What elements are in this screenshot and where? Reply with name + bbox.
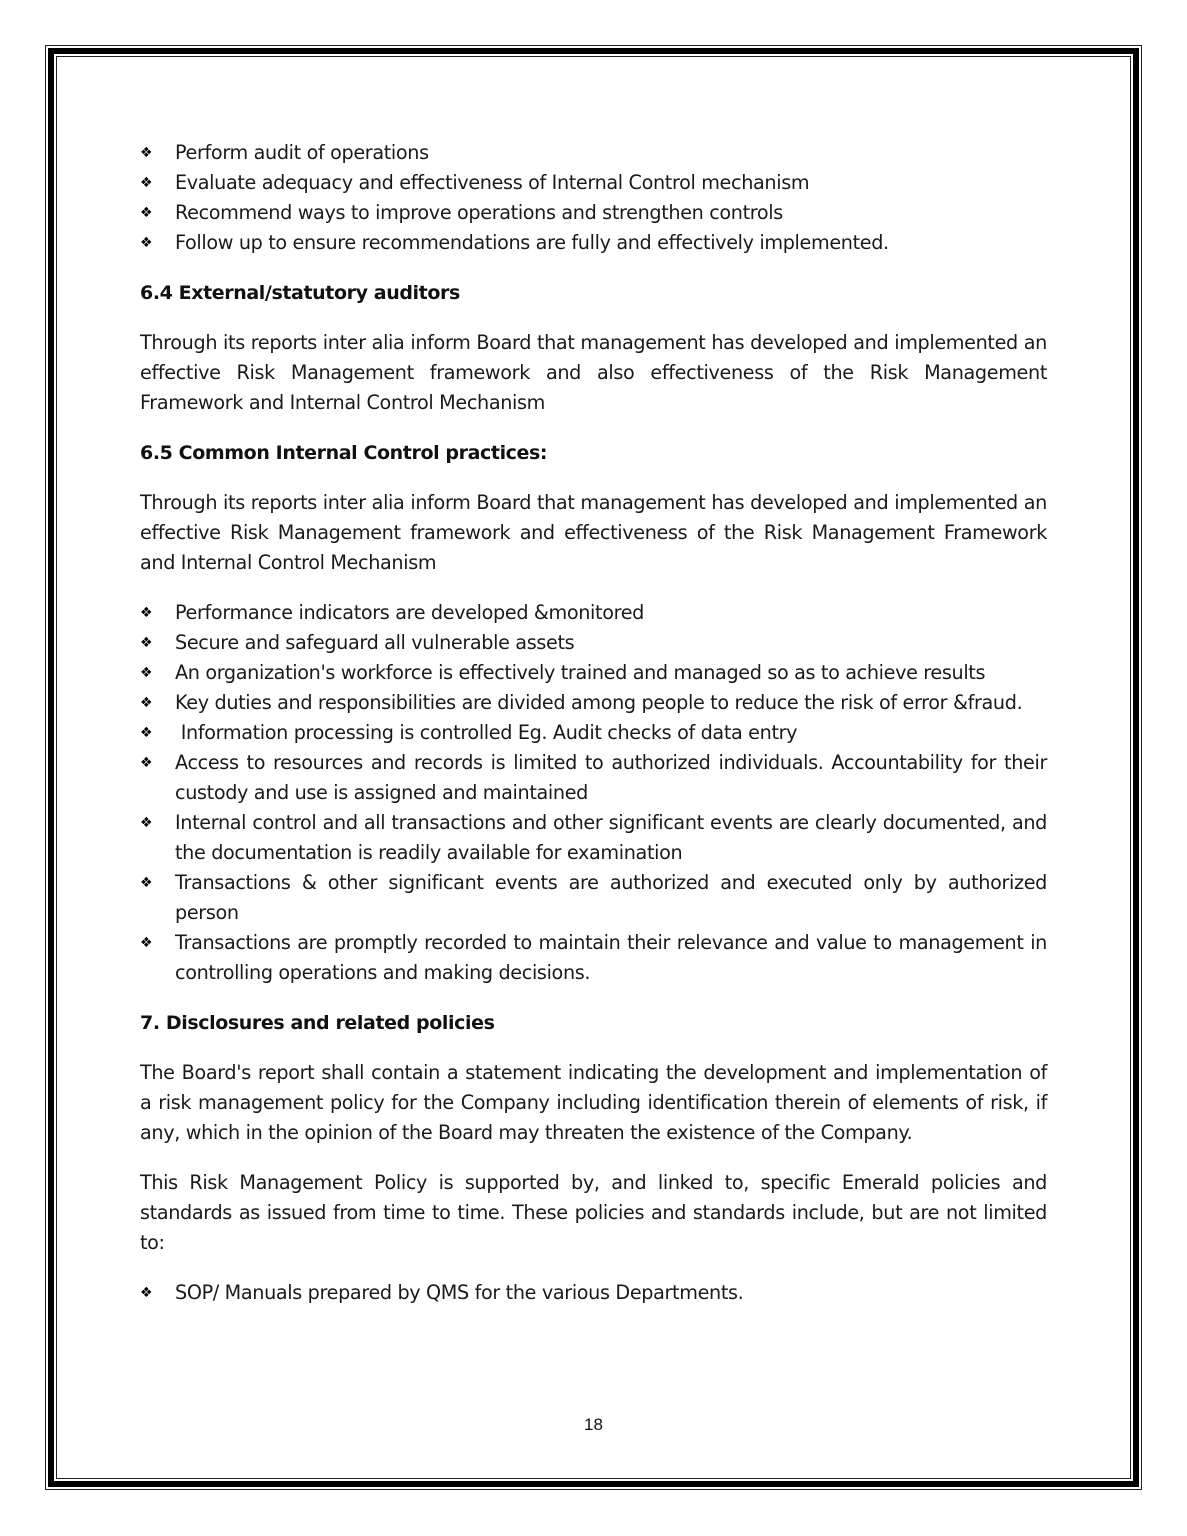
diamond-bullet-icon: ❖ [140,635,153,651]
diamond-bullet-icon: ❖ [140,1285,153,1301]
intro-bullet-list [140,138,1047,258]
section-heading-6-5: 6.5 Common Internal Control practices: [140,442,548,464]
list-item: ❖ Follow up to ensure recommendations are fully and effectively implemented. [140,228,1047,258]
diamond-bullet-icon: ❖ [140,145,153,161]
list-item: ❖ Perform audit of operations [140,138,1047,168]
section-7-paragraph-1: The Board's report shall contain a statement indicating the development and implementation of a risk management policy for the Company including identification therein of elements of risk, if any, which in the opinion of the Board may threaten the existence of the Company. [140,1061,1047,1144]
list-item: ❖ Performance indicators are developed &monitored [140,598,1047,628]
list-item: ❖ Key duties and responsibilities are divided among people to reduce the risk of error &fraud. [140,688,1047,718]
diamond-bullet-icon: ❖ [140,935,153,951]
list-item: ❖ Transactions are promptly recorded to maintain their relevance and value to management in controlling operations and making decisions. [140,928,1047,988]
list-item: ❖ Secure and safeguard all vulnerable assets [140,628,1047,658]
diamond-bullet-icon: ❖ [140,235,153,251]
list-item: ❖ An organization's workforce is effectively trained and managed so as to achieve results [140,658,1047,688]
list-item: ❖ Access to resources and records is limited to authorized individuals. Accountability for their custody and use is assigned and maintained [140,748,1047,808]
section-heading-7: 7. Disclosures and related policies [140,1012,495,1034]
list-item: ❖ Transactions & other significant events are authorized and executed only by authorized person [140,868,1047,928]
list-item: ❖ Recommend ways to improve operations and strengthen controls [140,198,1047,228]
list-item: ❖ SOP/ Manuals prepared by QMS for the various Departments. [140,1278,1047,1308]
diamond-bullet-icon: ❖ [140,815,153,831]
page-content [140,138,1047,1308]
list-item: ❖ Evaluate adequacy and effectiveness of Internal Control mechanism [140,168,1047,198]
diamond-bullet-icon: ❖ [140,875,153,891]
diamond-bullet-icon: ❖ [140,695,153,711]
diamond-bullet-icon: ❖ [140,755,153,771]
diamond-bullet-icon: ❖ [140,665,153,681]
related-policies-list [140,1278,1047,1308]
list-item: ❖ Internal control and all transactions and other significant events are clearly documented, and the documentation is readily available for examination [140,808,1047,868]
diamond-bullet-icon: ❖ [140,175,153,191]
internal-control-practices-list [140,598,1047,988]
section-heading-6-4: 6.4 External/statutory auditors [140,282,460,304]
section-6-5-paragraph: Through its reports inter alia inform Board that management has developed and implemented an effective Risk Management framework and effectiveness of the Risk Management Framework and Internal Control Mechanism [140,491,1047,574]
page-number: 18 [584,1415,603,1434]
section-7-paragraph-2: This Risk Management Policy is supported by, and linked to, specific Emerald policies and standards as issued from time to time. These policies and standards include, but are not limited to: [140,1171,1047,1254]
diamond-bullet-icon: ❖ [140,205,153,221]
diamond-bullet-icon: ❖ [140,725,153,741]
diamond-bullet-icon: ❖ [140,605,153,621]
section-6-4-paragraph: Through its reports inter alia inform Board that management has developed and implemented an effective Risk Management framework and also effectiveness of the Risk Management Framework and Internal Control Mechanism [140,331,1047,414]
list-item: ❖ Information processing is controlled Eg. Audit checks of data entry [140,718,1047,748]
